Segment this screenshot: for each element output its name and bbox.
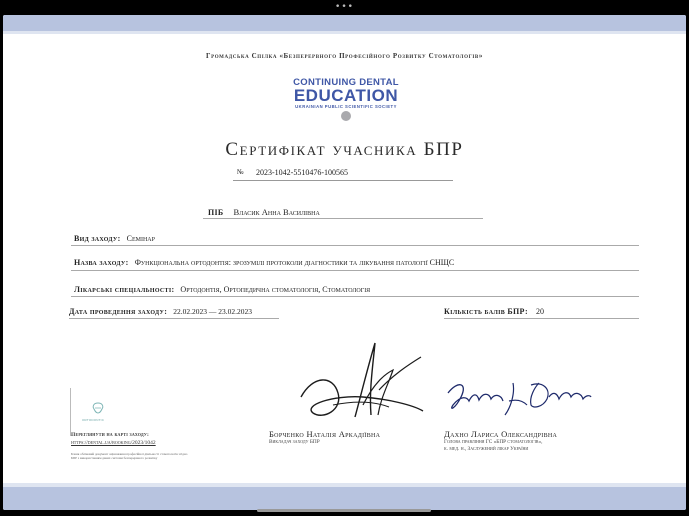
certificate-title: Сертифікат учасника БПР	[225, 139, 464, 160]
pib-rule	[203, 218, 483, 219]
window-dots[interactable]: •••	[335, 2, 354, 12]
signer1-role: Викладач заходу БПР	[269, 439, 320, 445]
home-indicator[interactable]	[257, 509, 431, 512]
specialties-rule	[71, 296, 639, 297]
top-band-line	[3, 31, 686, 34]
top-band	[3, 15, 686, 31]
signer1-name: Борченко Наталія Аркадіївна	[269, 429, 381, 439]
certificate-number-row	[233, 166, 453, 181]
specialties-label: Лікарські спеціальності:	[74, 285, 175, 294]
signer2-role-line2: к. мед. н., Заслужений лікар України	[444, 446, 529, 452]
event-name-value: Функціональна ортодонтія: зрозумілі протоколи діагностики та лікування патології СНЩС	[134, 258, 455, 267]
event-type-value: Семінар	[126, 234, 155, 243]
logo-line2: EDUCATION	[293, 86, 399, 105]
date-value: 22.02.2023 — 23.02.2023	[173, 307, 252, 316]
qr-caption: ORTODONTIC	[82, 418, 105, 422]
tooth-logo-icon	[91, 402, 105, 414]
number-label: №	[237, 168, 244, 176]
event-name-rule	[71, 270, 639, 271]
points-value: 20	[535, 307, 544, 316]
event-name-label: Назва заходу:	[74, 258, 129, 267]
event-type-rule	[71, 245, 639, 246]
date-rule	[69, 318, 279, 319]
logo-line1: CONTINUING DENTAL	[293, 77, 399, 88]
date-field	[69, 307, 252, 316]
event-type-label: Вид заходу:	[74, 234, 121, 243]
signer2-role-line1: Голова правління ГС «БПР стоматологів»,	[444, 439, 543, 445]
points-label: Кількість балів БПР:	[444, 307, 528, 316]
pib-label: ПІБ	[208, 208, 224, 217]
bottom-band	[3, 487, 686, 510]
organization-name: Громадська Спілка «Безперервного Професійного Розвитку Стоматологів»	[206, 52, 483, 60]
logo-line3: UKRAINIAN PUBLIC SCIENTIFIC SOCIETY	[295, 104, 397, 109]
specialties-value: Ортодонтія, Ортопедична стоматологія, Стоматологія	[180, 285, 371, 294]
event-name-field	[74, 258, 454, 267]
certificate-number: 2023-1042-5510476-100565	[256, 168, 348, 177]
map-link[interactable]: https://dental.ua/booking/2023/1042	[71, 440, 156, 446]
cde-logo	[281, 78, 411, 128]
logo-dot-icon	[341, 111, 351, 121]
signature-dakhno	[443, 375, 593, 420]
signer2-name: Дахно Лариса Олександрівна	[444, 429, 558, 439]
points-field	[444, 307, 544, 316]
map-label: Переглянути на карті заходу:	[71, 432, 150, 438]
footer-note: Бланк обліковий документ оцінювання професійної діяльності стоматологів згідно БПР з використанням даних системи безперервного розвитку	[71, 452, 188, 461]
specialties-field	[74, 285, 370, 294]
qr-block[interactable]	[70, 388, 119, 436]
pib-value: Власик Анна Василівна	[233, 207, 320, 217]
points-rule	[444, 318, 639, 319]
date-label: Дата проведення заходу:	[69, 307, 168, 316]
event-type-field	[74, 234, 155, 243]
document-viewer	[3, 15, 686, 510]
signature-borchenko	[293, 335, 433, 430]
pib-field	[208, 207, 320, 217]
